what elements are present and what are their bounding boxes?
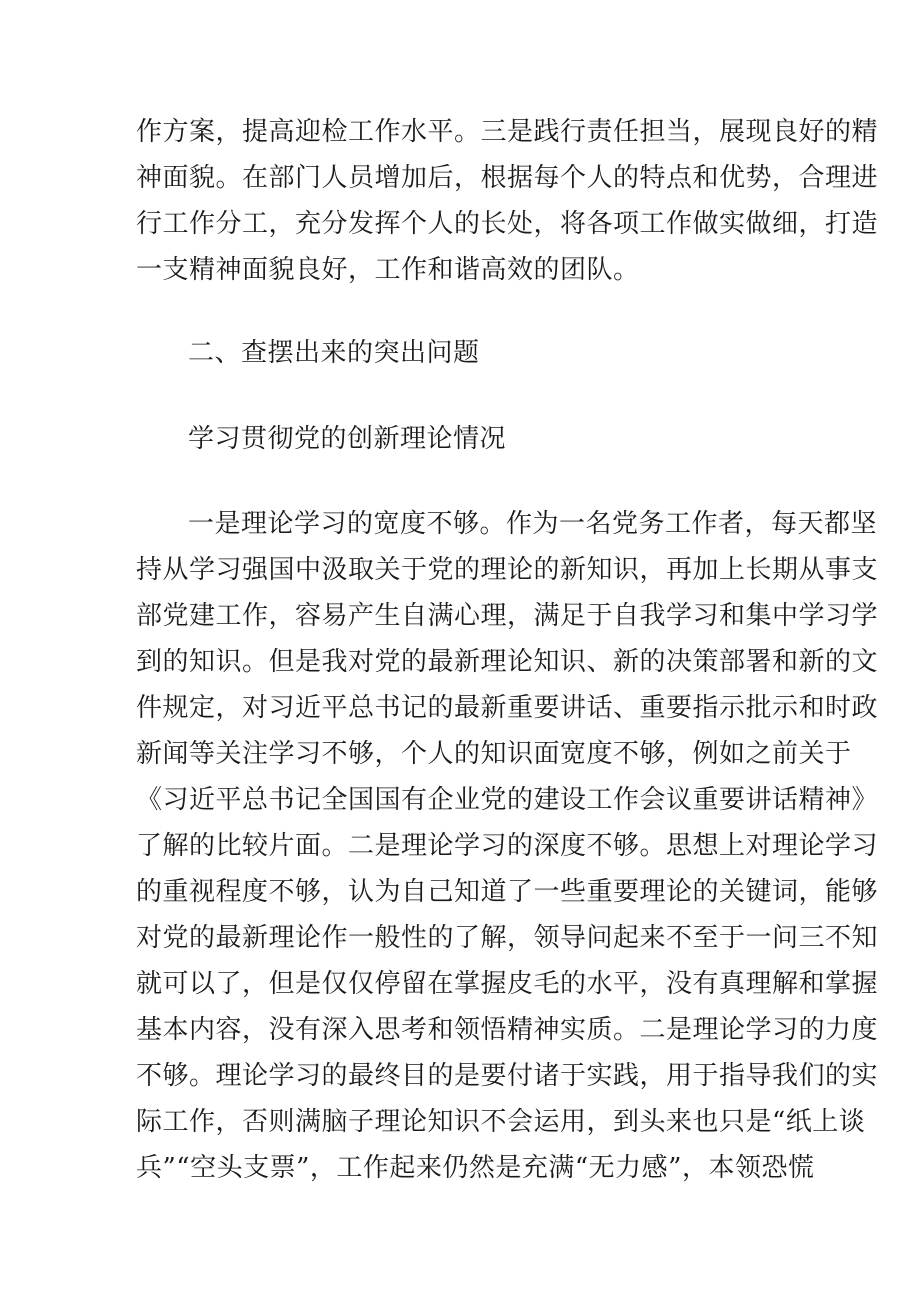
paragraph-line: 行工作分工，充分发挥个人的长处，将各项工作做实做细，打造 xyxy=(136,209,879,239)
paragraph-line: 际工作，否则满脑子理论知识不会运用，到头来也只是“纸上谈 xyxy=(136,1107,866,1137)
paragraph-line: 兵”“空头支票”，工作起来仍然是充满“无力感”，本领恐慌 xyxy=(136,1153,815,1183)
paragraph-line: 一是理论学习的宽度不够。作为一名党务工作者，每天都坚 xyxy=(188,509,878,539)
paragraph-line: 新闻等关注学习不够，个人的知识面宽度不够，例如之前关于 xyxy=(136,739,852,769)
paragraph-line: 部党建工作，容易产生自满心理，满足于自我学习和集中学习学 xyxy=(136,601,879,631)
paragraph-line: 到的知识。但是我对党的最新理论知识、新的决策部署和新的文 xyxy=(136,647,879,677)
section-heading: 二、查摆出来的突出问题 xyxy=(188,338,480,368)
paragraph-line: 一支精神面貌良好，工作和谐高效的团队。 xyxy=(136,255,640,285)
paragraph-line: 不够。理论学习的最终目的是要付诸于实践，用于指导我们的实 xyxy=(136,1061,879,1091)
paragraph-line: 的重视程度不够，认为自己知道了一些重要理论的关键词，能够 xyxy=(136,877,879,907)
paragraph-line: 就可以了，但是仅仅停留在掌握皮毛的水平，没有真理解和掌握 xyxy=(136,969,879,999)
subsection-heading: 学习贯彻党的创新理论情况 xyxy=(188,424,507,454)
paragraph-line: 了解的比较片面。二是理论学习的深度不够。思想上对理论学习 xyxy=(136,831,879,861)
paragraph-line: 《习近平总书记全国国有企业党的建设工作会议重要讲话精神》 xyxy=(136,785,879,815)
paragraph-line: 神面貌。在部门人员增加后，根据每个人的特点和优势，合理进 xyxy=(136,163,879,193)
paragraph-line: 作方案，提高迎检工作水平。三是践行责任担当，展现良好的精 xyxy=(136,117,879,147)
paragraph-line: 件规定，对习近平总书记的最新重要讲话、重要指示批示和时政 xyxy=(136,693,879,723)
paragraph-line: 持从学习强国中汲取关于党的理论的新知识，再加上长期从事支 xyxy=(136,555,879,585)
paragraph-line: 对党的最新理论作一般性的了解，领导问起来不至于一问三不知 xyxy=(136,923,879,953)
paragraph-line: 基本内容，没有深入思考和领悟精神实质。二是理论学习的力度 xyxy=(136,1015,879,1045)
